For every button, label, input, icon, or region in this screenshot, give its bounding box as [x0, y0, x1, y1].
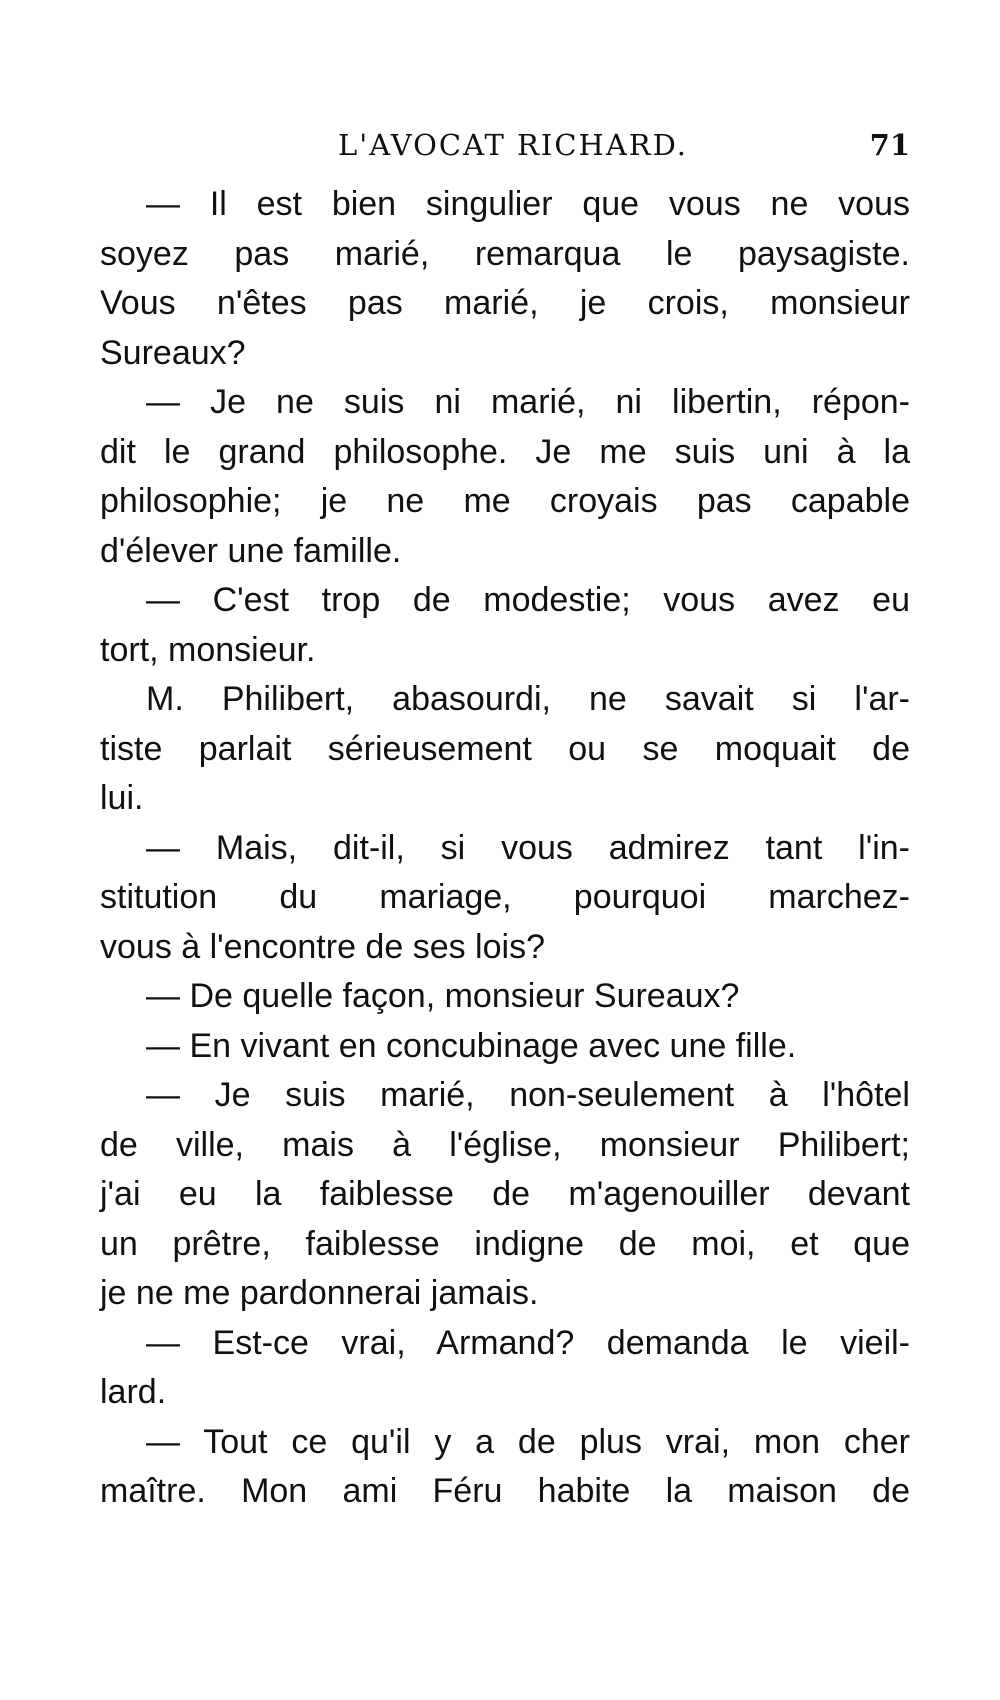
text-line: tort, monsieur. — [100, 630, 316, 669]
text-line: — C'est trop de modestie; vous avez eu — [146, 581, 910, 619]
text-line: M. Philibert, abasourdi, ne savait si l'ar- — [146, 680, 910, 718]
text-line: maître. Mon ami Féru habite la maison de — [100, 1472, 910, 1510]
paragraph-8 — [100, 1071, 910, 1319]
page-number: 71 — [869, 128, 910, 162]
paragraph-9 — [100, 1319, 910, 1418]
text-line: Sureaux? — [100, 333, 246, 372]
text-line: j'ai eu la faiblesse de m'agenouiller devant — [100, 1175, 910, 1213]
text-line: soyez pas marié, remarqua le paysagiste. — [100, 234, 910, 273]
text-line: — Il est bien singulier que vous ne vous — [146, 185, 910, 223]
text-line: — Je ne suis ni marié, ni libertin, répon- — [146, 383, 910, 421]
paragraph-6 — [100, 972, 910, 1022]
text-line: vous à l'encontre de ses lois? — [100, 927, 545, 966]
paragraph-10 — [100, 1418, 910, 1517]
text-line: — Est-ce vrai, Armand? demanda le vieil- — [146, 1323, 910, 1362]
paragraph-1 — [100, 180, 910, 378]
text-line: — De quelle façon, monsieur Sureaux? — [146, 977, 740, 1015]
page-header — [100, 128, 910, 168]
running-title: L'AVOCAT RICHARD. — [338, 128, 689, 162]
text-line: — Mais, dit-il, si vous admirez tant l'in- — [146, 828, 910, 867]
text-line: — Je suis marié, non-seulement à l'hôtel — [146, 1076, 910, 1114]
text-line: un prêtre, faiblesse indigne de moi, et que — [100, 1224, 910, 1263]
text-line: — Tout ce qu'il y a de plus vrai, mon cher — [146, 1422, 910, 1461]
text-body — [100, 180, 910, 1517]
text-line: je ne me pardonnerai jamais. — [100, 1274, 539, 1312]
text-line: philosophie; je ne me croyais pas capable — [100, 482, 910, 520]
text-line: dit le grand philosophe. Je me suis uni à la — [100, 432, 910, 471]
text-line: de ville, mais à l'église, monsieur Philibert; — [100, 1125, 910, 1164]
text-line: tiste parlait sérieusement ou se moquait de — [100, 729, 910, 768]
text-line: stitution du mariage, pourquoi marchez- — [100, 878, 910, 916]
paragraph-5 — [100, 824, 910, 973]
text-line: Vous n'êtes pas marié, je crois, monsieur — [100, 284, 910, 322]
paragraph-7 — [100, 1022, 910, 1072]
paragraph-4 — [100, 675, 910, 824]
text-line: — En vivant en concubinage avec une fille. — [146, 1026, 797, 1065]
paragraph-2 — [100, 378, 910, 576]
paragraph-3 — [100, 576, 910, 675]
text-line: lard. — [100, 1373, 167, 1411]
text-line: lui. — [100, 779, 144, 817]
text-line: d'élever une famille. — [100, 531, 402, 570]
